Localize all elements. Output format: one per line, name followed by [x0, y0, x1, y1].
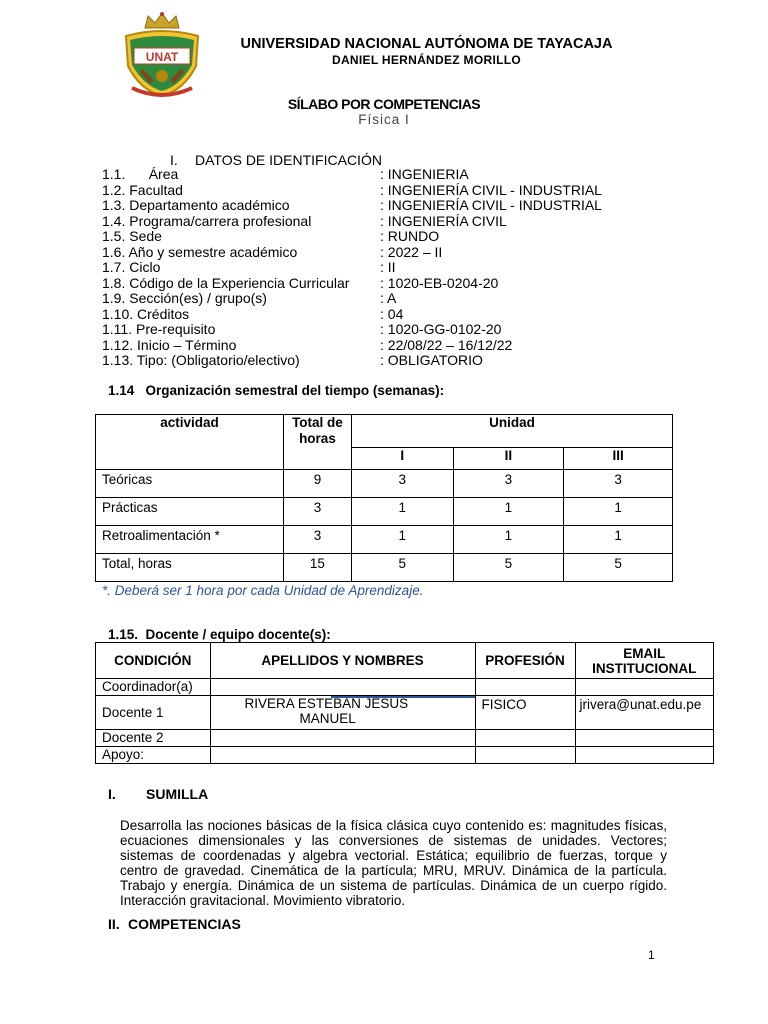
cell-email	[575, 747, 713, 764]
id-value: : OBLIGATORIO	[380, 352, 483, 368]
cell-unit-2: 5	[453, 554, 564, 582]
competencias-number: II.	[108, 916, 120, 932]
id-value: : RUNDO	[380, 228, 440, 244]
col-header-total: Total de horas	[283, 415, 351, 470]
table-row	[96, 730, 714, 747]
col-header-email: EMAIL INSTITUCIONAL	[575, 643, 713, 679]
cell-profession	[475, 730, 575, 747]
id-label: 1.12. Inicio – Término	[102, 336, 237, 353]
table-row	[96, 679, 714, 696]
time-organization-heading: 1.14 Organización semestral del tiempo (semanas):	[108, 383, 445, 398]
teacher-name-line2: MANUEL	[299, 711, 356, 726]
cell-unit-2: 1	[453, 526, 564, 554]
id-value: : 1020-EB-0204-20	[380, 274, 499, 291]
cell-unit-2: 3	[453, 470, 564, 498]
cell-name	[210, 679, 475, 696]
teacher-name-line1: RIVERA ESTEBAN JESUS	[244, 696, 409, 711]
cell-name	[210, 696, 475, 730]
col-header-condition: CONDICIÓN	[96, 643, 211, 679]
id-value: : 04	[380, 305, 404, 322]
cell-unit-3: 3	[564, 470, 673, 498]
table-row	[96, 696, 714, 730]
cell-condition: Apoyo:	[96, 747, 211, 764]
table-row	[96, 554, 673, 582]
id-value: : 1020-GG-0102-20	[380, 321, 502, 337]
id-value: : INGENIERIA	[380, 166, 469, 182]
cell-condition: Docente 2	[96, 730, 211, 747]
cell-condition: Coordinador(a)	[96, 679, 211, 696]
page-number: 1	[648, 948, 655, 962]
logo-badge-text: UNAT	[145, 50, 179, 64]
id-label: 1.4. Programa/carrera profesional	[102, 212, 312, 229]
id-label: 1.11. Pre-requisito	[102, 321, 216, 337]
id-label: 1.9. Sección(es) / grupo(s)	[102, 290, 267, 306]
identification-number: I.	[170, 152, 178, 168]
competencias-title: COMPETENCIAS	[128, 916, 241, 932]
id-label: 1.1. Área	[102, 166, 179, 182]
course-name: Física I	[358, 112, 410, 127]
cell-profession	[475, 747, 575, 764]
cell-email	[575, 730, 713, 747]
cell-unit-3: 1	[564, 526, 673, 554]
col-header-unit: Unidad	[351, 415, 672, 448]
cell-activity: Retroalimentación *	[96, 526, 284, 554]
table-row	[96, 747, 714, 764]
col-header-unit-1: I	[351, 448, 453, 470]
id-label: 1.6. Año y semestre académico	[102, 243, 298, 260]
cell-total: 3	[283, 498, 351, 526]
cell-unit-1: 3	[351, 470, 453, 498]
sumilla-text: Desarrolla las nociones básicas de la física clásica cuyo contenido es: magnitudes físicas, ecuaciones dimensionales y las conversiones de sistemas de unidades. Vectores; sistemas de coordenadas y algebra vectorial. Estática; equilibrio de fuerzas, torque y centro de gravedad. Cinemática de la partícula; MRU, MRUV. Dinámica de la partícula. Trabajo y energía. Dinámica de un sistema de partículas. Dinámica de un cuerpo rígido. Interacción gravitacional. Movimiento vibratorio.	[120, 818, 667, 908]
id-value: : INGENIERÍA CIVIL - INDUSTRIAL	[380, 181, 602, 198]
id-label: 1.13. Tipo: (Obligatorio/electivo)	[102, 352, 300, 368]
cell-email	[575, 679, 713, 696]
id-value: : INGENIERÍA CIVIL	[380, 212, 507, 229]
cell-unit-2: 1	[453, 498, 564, 526]
id-label: 1.3. Departamento académico	[102, 197, 290, 213]
competencias-heading	[108, 916, 241, 932]
university-subtitle: DANIEL HERNÁNDEZ MORILLO	[332, 53, 521, 67]
cell-unit-3: 5	[564, 554, 673, 582]
table-row	[96, 526, 673, 554]
id-label: 1.8. Código de la Experiencia Curricular	[102, 274, 350, 291]
cell-unit-1: 1	[351, 498, 453, 526]
col-header-unit-2: II	[453, 448, 564, 470]
identification-title: DATOS DE IDENTIFICACIÓN	[195, 152, 382, 168]
col-header-unit-3: III	[564, 448, 673, 470]
id-value: : A	[380, 290, 397, 306]
id-label: 1.5. Sede	[102, 228, 162, 244]
col-header-name: APELLIDOS Y NOMBRES	[210, 643, 475, 679]
id-value: : 22/08/22 – 16/12/22	[380, 336, 513, 353]
table-row	[96, 470, 673, 498]
cell-name	[210, 730, 475, 747]
sumilla-title: SUMILLA	[146, 786, 209, 802]
cell-unit-3: 1	[564, 498, 673, 526]
time-organization-table	[95, 414, 673, 582]
cell-activity: Prácticas	[96, 498, 284, 526]
sumilla-heading	[108, 786, 208, 802]
cell-total: 3	[283, 526, 351, 554]
id-value: : INGENIERÍA CIVIL - INDUSTRIAL	[380, 197, 602, 213]
col-header-activity: actividad	[96, 415, 284, 470]
cell-activity: Total, horas	[96, 554, 284, 582]
cell-profession: FISICO	[475, 696, 575, 730]
cell-condition: Docente 1	[96, 696, 211, 730]
id-value: : II	[380, 259, 396, 275]
id-value: : 2022 – II	[380, 243, 443, 260]
identification-heading	[170, 152, 382, 168]
cell-name	[210, 747, 475, 764]
table-row	[96, 498, 673, 526]
cell-email: jrivera@unat.edu.pe	[575, 696, 713, 730]
id-label: 1.7. Ciclo	[102, 259, 161, 275]
cell-activity: Teóricas	[96, 470, 284, 498]
teachers-table	[95, 642, 714, 764]
id-label: 1.2. Facultad	[102, 181, 183, 198]
cell-unit-1: 5	[351, 554, 453, 582]
cell-total: 9	[283, 470, 351, 498]
time-organization-note: *. Deberá ser 1 hora por cada Unidad de Aprendizaje.	[102, 583, 424, 598]
sumilla-number: I.	[108, 786, 116, 802]
university-name: UNIVERSIDAD NACIONAL AUTÓNOMA DE TAYACAJA	[240, 36, 613, 52]
id-label: 1.10. Créditos	[102, 305, 190, 322]
teachers-heading: 1.15. Docente / equipo docente(s):	[108, 627, 331, 642]
col-header-profession: PROFESIÓN	[475, 643, 575, 679]
cell-unit-1: 1	[351, 526, 453, 554]
cell-profession	[475, 679, 575, 696]
cell-total: 15	[283, 554, 351, 582]
document-title: SÍLABO POR COMPETENCIAS	[287, 96, 481, 112]
